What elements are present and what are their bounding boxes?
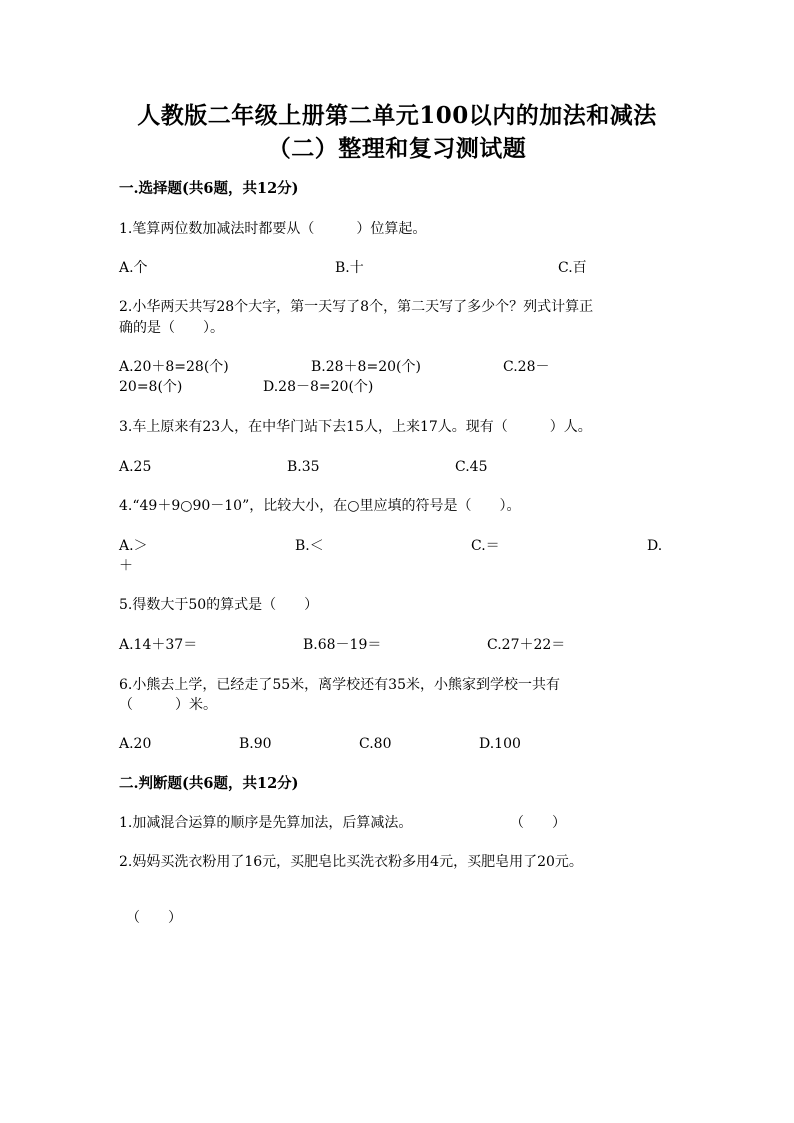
page-title-line-1: 人教版二年级上册第二单元100以内的加法和减法	[137, 102, 657, 129]
section-heading-judgment: 二.判断题(共6题，共12分)	[119, 775, 299, 792]
q2-option-b: B.28＋8=20(个)	[311, 359, 421, 375]
q1-option-a: A.个	[119, 260, 148, 276]
section-heading-choice: 一.选择题(共6题，共12分)	[119, 180, 299, 197]
q2-option-a: A.20＋8=28(个)	[119, 359, 229, 375]
q3-option-a: A.25	[119, 459, 152, 475]
q6-option-c: C.80	[359, 736, 392, 752]
judgment-question-2-blank: （ ）	[126, 910, 182, 926]
q5-option-b: B.68－19＝	[303, 637, 382, 653]
page-title-line-2: （二）整理和复习测试题	[267, 135, 527, 162]
q4-option-b: B.＜	[295, 538, 324, 554]
q6-option-d: D.100	[479, 736, 521, 752]
q5-option-c: C.27＋22＝	[487, 637, 566, 653]
judgment-question-2: 2.妈妈买洗衣粉用了16元，买肥皂比买洗衣粉多用4元，买肥皂用了20元。	[119, 854, 583, 870]
q1-option-c: C.百	[558, 260, 587, 276]
q6-option-a: A.20	[119, 736, 152, 752]
q1-option-b: B.十	[335, 260, 364, 276]
choice-question-2-line-2: 确的是（ ）。	[119, 320, 224, 336]
judgment-question-1-blank: （ ）	[510, 815, 566, 831]
q2-option-c-continued: 20=8(个)	[119, 379, 183, 395]
q2-option-d: D.28－8=20(个)	[263, 379, 374, 395]
q4-option-d: D.	[647, 538, 663, 554]
q3-option-b: B.35	[287, 459, 320, 475]
choice-question-1: 1.笔算两位数加减法时都要从（ ）位算起。	[119, 221, 427, 237]
choice-question-6-line-1: 6.小熊去上学，已经走了55米，离学校还有35米，小熊家到学校一共有	[119, 677, 560, 693]
q4-option-c: C.＝	[471, 538, 500, 554]
choice-question-3: 3.车上原来有23人，在中华门站下去15人，上来17人。现有（ ）人。	[119, 419, 592, 435]
choice-question-2-line-1: 2.小华两天共写28个大字，第一天写了8个，第二天写了多少个？列式计算正	[119, 299, 594, 315]
choice-question-6-line-2: （ ）米。	[119, 697, 217, 713]
q3-option-c: C.45	[455, 459, 488, 475]
q6-option-b: B.90	[239, 736, 272, 752]
choice-question-5: 5.得数大于50的算式是（ ）	[119, 597, 319, 613]
judgment-question-1: 1.加减混合运算的顺序是先算加法，后算减法。	[119, 815, 413, 831]
q4-option-a: A.＞	[119, 538, 148, 554]
q5-option-a: A.14＋37＝	[119, 637, 198, 653]
q2-option-c: C.28－	[503, 359, 550, 375]
choice-question-4: 4.“49＋9○90－10”，比较大小，在○里应填的符号是（ ）。	[119, 498, 521, 514]
q4-option-d-continued: ＋	[119, 558, 133, 574]
